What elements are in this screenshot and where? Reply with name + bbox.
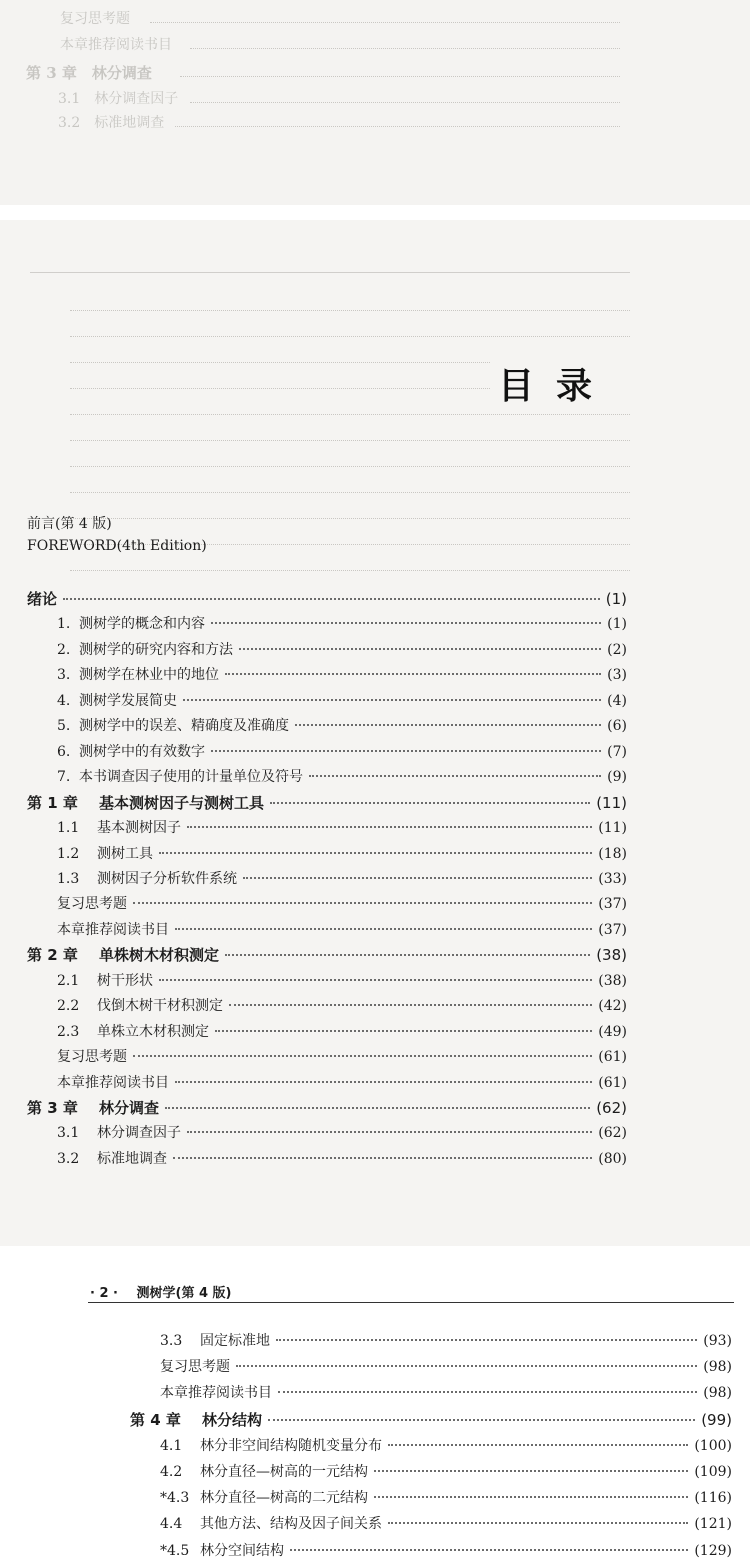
dot-leader <box>270 802 590 804</box>
dot-leader <box>388 1522 688 1524</box>
toc-entry-title: 复习思考题 <box>57 896 127 913</box>
dot-leader <box>229 1004 592 1006</box>
toc-entry-number: 7. <box>57 769 71 786</box>
toc-entry-number: 2.2 <box>57 998 80 1015</box>
toc-entry-page: (18) <box>598 845 627 862</box>
toc-heading: 目录 <box>498 365 615 407</box>
toc-entry-number: 2.3 <box>57 1023 80 1040</box>
dot-leader <box>187 1131 592 1133</box>
toc-entry-number: 4.2 <box>160 1464 183 1480</box>
page-number: · 2 · <box>90 1286 118 1301</box>
dot-leader <box>211 622 601 624</box>
toc-entry-page: (121) <box>694 1516 732 1533</box>
dot-leader <box>211 750 601 752</box>
toc-entry-page: (98) <box>703 1385 732 1402</box>
showthrough-leader <box>70 466 630 467</box>
toc-entry <box>27 1097 627 1117</box>
ghost-line: 3.2 标准地调查 <box>58 115 165 131</box>
front-matter-preface: 前言(第 4 版) <box>27 516 112 532</box>
toc-entry-page: (11) <box>598 820 627 837</box>
toc-entry <box>57 970 627 990</box>
dot-leader <box>165 1107 590 1109</box>
toc-entry-title: 基本测树因子 <box>97 820 181 837</box>
dot-leader <box>159 979 592 981</box>
showthrough-leader <box>70 388 490 389</box>
toc-entry-page: (61) <box>598 1049 627 1066</box>
dot-leader <box>133 1055 592 1057</box>
toc-entry-number: 6. <box>57 743 71 760</box>
ghost-line: 复习思考题 <box>60 11 130 27</box>
toc-entry <box>160 1356 732 1376</box>
toc-entry-page: (99) <box>701 1410 732 1429</box>
dot-leader <box>268 1419 695 1421</box>
toc-entry-number: 4.4 <box>160 1516 183 1533</box>
toc-entry <box>160 1330 732 1350</box>
toc-entry-number: 2. <box>57 641 71 658</box>
toc-entry <box>27 792 627 812</box>
toc-entry-number: 第 2 章 <box>27 946 78 965</box>
toc-entry-title: 本章推荐阅读书目 <box>160 1385 272 1402</box>
dot-leader <box>236 1365 697 1367</box>
toc-entry <box>160 1540 732 1560</box>
ghost-leader <box>180 76 620 77</box>
toc-entry-page: (98) <box>703 1359 732 1376</box>
toc-entry-page: (9) <box>607 769 627 786</box>
toc-entry-page: (129) <box>694 1542 732 1559</box>
toc-entry-number: 4. <box>57 692 71 709</box>
toc-page <box>0 220 750 1250</box>
toc-entry <box>57 1021 627 1041</box>
dot-leader <box>215 1030 592 1032</box>
showthrough-rule <box>30 272 630 273</box>
toc-entry-page: (38) <box>596 946 627 965</box>
dot-leader <box>239 648 601 650</box>
toc-entry-page: (62) <box>596 1099 627 1117</box>
toc-entry <box>27 944 627 964</box>
toc-entry <box>57 766 627 786</box>
toc-entry <box>160 1487 732 1507</box>
toc-entry-page: (37) <box>598 896 627 913</box>
toc-entry-number: 2.1 <box>57 972 80 989</box>
toc-entry-title: 林分调查因子 <box>97 1125 181 1142</box>
toc-entry <box>57 1072 627 1092</box>
toc-entry <box>130 1409 732 1429</box>
toc-entry-title: 林分空间结构 <box>200 1542 284 1559</box>
dot-leader <box>374 1470 688 1472</box>
toc-entry-title: 测树工具 <box>97 845 153 862</box>
toc-entry-page: (33) <box>598 870 627 887</box>
toc-entry-number: *4.5 <box>160 1542 190 1559</box>
toc-entry-title: 标准地调查 <box>97 1150 167 1167</box>
toc-entry-title: 测树因子分析软件系统 <box>97 870 237 887</box>
toc-entry-number: 3.3 <box>160 1333 183 1349</box>
toc-entry-page: (1) <box>607 616 627 633</box>
toc-entry-title: 基本测树因子与测树工具 <box>99 793 265 812</box>
dot-leader <box>183 699 601 701</box>
toc-entry-title: 伐倒木树干材积测定 <box>97 998 223 1015</box>
ghost-line: 3.1 林分调查因子 <box>58 91 179 107</box>
showthrough-leader <box>70 518 630 519</box>
dot-leader <box>133 902 592 904</box>
toc-entry-title: 本章推荐阅读书目 <box>57 921 169 938</box>
toc-entry-page: (80) <box>598 1150 627 1167</box>
toc-entry-number: 3.1 <box>57 1125 80 1142</box>
toc-entry-title: 林分直径—树高的一元结构 <box>200 1464 368 1480</box>
toc-entry-number: 绪论 <box>27 590 58 608</box>
toc-entry-number: 1.2 <box>57 845 80 862</box>
toc-entry-title: 测树学在林业中的地位 <box>79 667 219 684</box>
toc-entry-title: 本书调查因子使用的计量单位及符号 <box>79 769 303 786</box>
showthrough-leader <box>70 440 630 441</box>
dot-leader <box>225 673 601 675</box>
toc-entry <box>27 588 627 608</box>
dot-leader <box>173 1157 592 1159</box>
dot-leader <box>278 1391 697 1393</box>
toc-entry-number: 第 1 章 <box>27 793 78 812</box>
toc-entry-page: (11) <box>596 793 627 812</box>
dot-leader <box>243 877 592 879</box>
dot-leader <box>309 775 601 777</box>
toc-entry-number: 3. <box>57 667 71 684</box>
toc-entry-title: 林分调查 <box>99 1099 160 1117</box>
toc-entry-page: (3) <box>607 667 627 684</box>
toc-entry-number: 1. <box>57 616 71 633</box>
ghost-leader <box>175 126 620 127</box>
toc-entry-page: (1) <box>605 590 627 608</box>
ghost-line: 第 3 章 林分调查 <box>26 64 152 82</box>
toc-entry-page: (93) <box>703 1333 732 1349</box>
dot-leader <box>63 598 600 600</box>
toc-entry <box>57 995 627 1015</box>
toc-entry-title: 复习思考题 <box>57 1049 127 1066</box>
showthrough-leader <box>70 336 630 337</box>
showthrough-leader <box>70 570 630 571</box>
toc-entry-title: 其他方法、结构及因子间关系 <box>200 1516 382 1533</box>
toc-entry-number: 第 4 章 <box>130 1410 181 1429</box>
toc-entry <box>57 639 627 659</box>
dot-leader <box>159 852 592 854</box>
dot-leader <box>225 954 590 956</box>
toc-entry-page: (62) <box>598 1125 627 1142</box>
toc-entry <box>160 1382 732 1402</box>
dot-leader <box>276 1339 697 1341</box>
front-matter-foreword: FOREWORD(4th Edition) <box>27 538 207 554</box>
toc-entry-title: 测树学中的误差、精确度及准确度 <box>79 718 289 735</box>
toc-entry-number: 3.2 <box>57 1150 80 1167</box>
toc-entry <box>57 868 627 888</box>
ghost-line: 本章推荐阅读书目 <box>60 37 172 53</box>
toc-entry-title: 测树学中的有效数字 <box>79 743 205 760</box>
toc-entry <box>57 843 627 863</box>
toc-entry <box>160 1461 732 1481</box>
toc-entry-title: 林分非空间结构随机变量分布 <box>200 1437 382 1454</box>
toc-entry <box>57 690 627 710</box>
toc-entry-title: 单株树木材积测定 <box>99 946 220 965</box>
toc-entry-number: 第 3 章 <box>27 1099 78 1117</box>
toc-entry-title: 固定标准地 <box>200 1333 270 1349</box>
ghost-leader <box>190 48 620 49</box>
dot-leader <box>290 1549 688 1551</box>
toc-entry <box>57 715 627 735</box>
showthrough-leader <box>70 414 630 415</box>
toc-entry <box>160 1513 732 1533</box>
toc-entry-title: 测树学发展简史 <box>79 692 177 709</box>
header-rule <box>88 1302 734 1303</box>
toc-entry-page: (116) <box>694 1490 732 1507</box>
toc-entry <box>57 817 627 837</box>
toc-entry-title: 本章推荐阅读书目 <box>57 1074 169 1091</box>
toc-entry-number: 1.1 <box>57 820 80 837</box>
dot-leader <box>374 1496 688 1498</box>
toc-entry-page: (37) <box>598 921 627 938</box>
ghost-leader <box>150 22 620 23</box>
toc-entry <box>57 1148 627 1168</box>
toc-entry-page: (42) <box>598 998 627 1015</box>
toc-entry <box>57 664 627 684</box>
dot-leader <box>295 724 601 726</box>
toc-entry-title: 单株立木材积测定 <box>97 1023 209 1040</box>
showthrough-leader <box>70 310 630 311</box>
dot-leader <box>175 1081 592 1083</box>
running-title: 测树学(第 4 版) <box>136 1286 232 1301</box>
toc-entry-page: (4) <box>607 692 627 709</box>
toc-entry-page: (7) <box>607 743 627 760</box>
toc-entry-number: 1.3 <box>57 870 80 887</box>
toc-entry-number: *4.3 <box>160 1490 190 1507</box>
toc-entry-page: (49) <box>598 1023 627 1040</box>
showthrough-leader <box>70 362 490 363</box>
dot-leader <box>187 826 592 828</box>
toc-entry-title: 树干形状 <box>97 972 153 989</box>
toc-entry-title: 林分结构 <box>202 1410 263 1429</box>
toc-entry <box>57 893 627 913</box>
toc-entry-title: 林分直径—树高的二元结构 <box>200 1490 368 1507</box>
running-header <box>90 1282 232 1301</box>
toc-entry <box>57 919 627 939</box>
toc-entry-page: (38) <box>598 972 627 989</box>
toc-entry-number: 4.1 <box>160 1437 183 1454</box>
toc-entry <box>57 741 627 761</box>
showthrough-leader <box>70 492 630 493</box>
toc-entry <box>57 613 627 633</box>
toc-entry-page: (109) <box>694 1464 732 1480</box>
dot-leader <box>388 1444 688 1446</box>
toc-entry-title: 复习思考题 <box>160 1359 230 1376</box>
toc-entry-page: (61) <box>598 1074 627 1091</box>
toc-entry-page: (100) <box>694 1437 732 1454</box>
toc-entry-title: 测树学的研究内容和方法 <box>79 641 233 658</box>
toc-entry-title: 测树学的概念和内容 <box>79 616 205 633</box>
toc-entry <box>57 1122 627 1142</box>
previous-page-fragment <box>0 0 750 205</box>
toc-entry-page: (2) <box>607 641 627 658</box>
toc-entry <box>160 1435 732 1455</box>
ghost-leader <box>190 102 620 103</box>
toc-entry-number: 5. <box>57 718 71 735</box>
toc-entry-page: (6) <box>607 718 627 735</box>
dot-leader <box>175 928 592 930</box>
toc-entry <box>57 1046 627 1066</box>
page-gap <box>0 205 750 220</box>
